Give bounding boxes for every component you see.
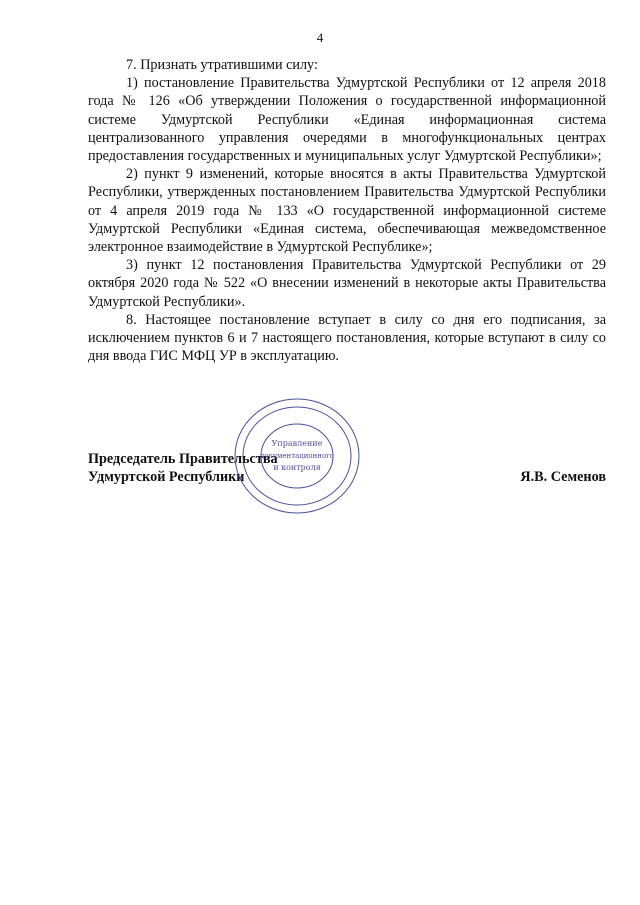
stamp-line3: и контроля xyxy=(273,463,321,472)
official-seal-stamp xyxy=(232,396,362,516)
stamp-line1: Управление xyxy=(271,439,323,448)
paragraph-subitem-2: 2) пункт 9 изменений, которые вносятся в акты Правительства Удмуртской Республики, утвержденных постановлением Правительства Удмуртской Республики от 4 апреля 2019 года № 133 «О государственной информационной системе Удмуртской Республики «Единая система, обеспечивающая межведомственное электронное взаимодействие в Удмуртской Республике»; xyxy=(88,166,606,256)
paragraph-subitem-3: 3) пункт 12 постановления Правительства Удмуртской Республики от 29 октября 2020 года № 522 «О внесении изменений в некоторые акты Правительства Удмуртской Республики». xyxy=(88,257,606,310)
document-body xyxy=(88,56,606,365)
paragraph-item-7: 7. Признать утратившими силу: xyxy=(126,57,318,73)
stamp-line2: документационного xyxy=(259,452,335,460)
paragraph-subitem-1: 1) постановление Правительства Удмуртской Республики от 12 апреля 2018 года № 126 «Об утверждении Положения о государственной информационной системе Удмуртской Республики «Единая информационная система централизованного управления очередями в многофункциональных центрах предоставления государственных и муниципальных услуг Удмуртской Республики»; xyxy=(88,75,606,165)
paragraph-item-8: 8. Настоящее постановление вступает в силу со дня его подписания, за исключением пунктов 6 и 7 настоящего постановления, которые вступают в силу со дня ввода ГИС МФЦ УР в эксплуатацию. xyxy=(88,311,606,365)
page-number: 4 xyxy=(316,30,324,45)
signatory-title-line2: Удмуртской Республики xyxy=(88,469,245,486)
signatory-title-line1: Председатель Правительства xyxy=(88,451,278,467)
signatory-name: Я.В. Семенов xyxy=(520,469,606,485)
